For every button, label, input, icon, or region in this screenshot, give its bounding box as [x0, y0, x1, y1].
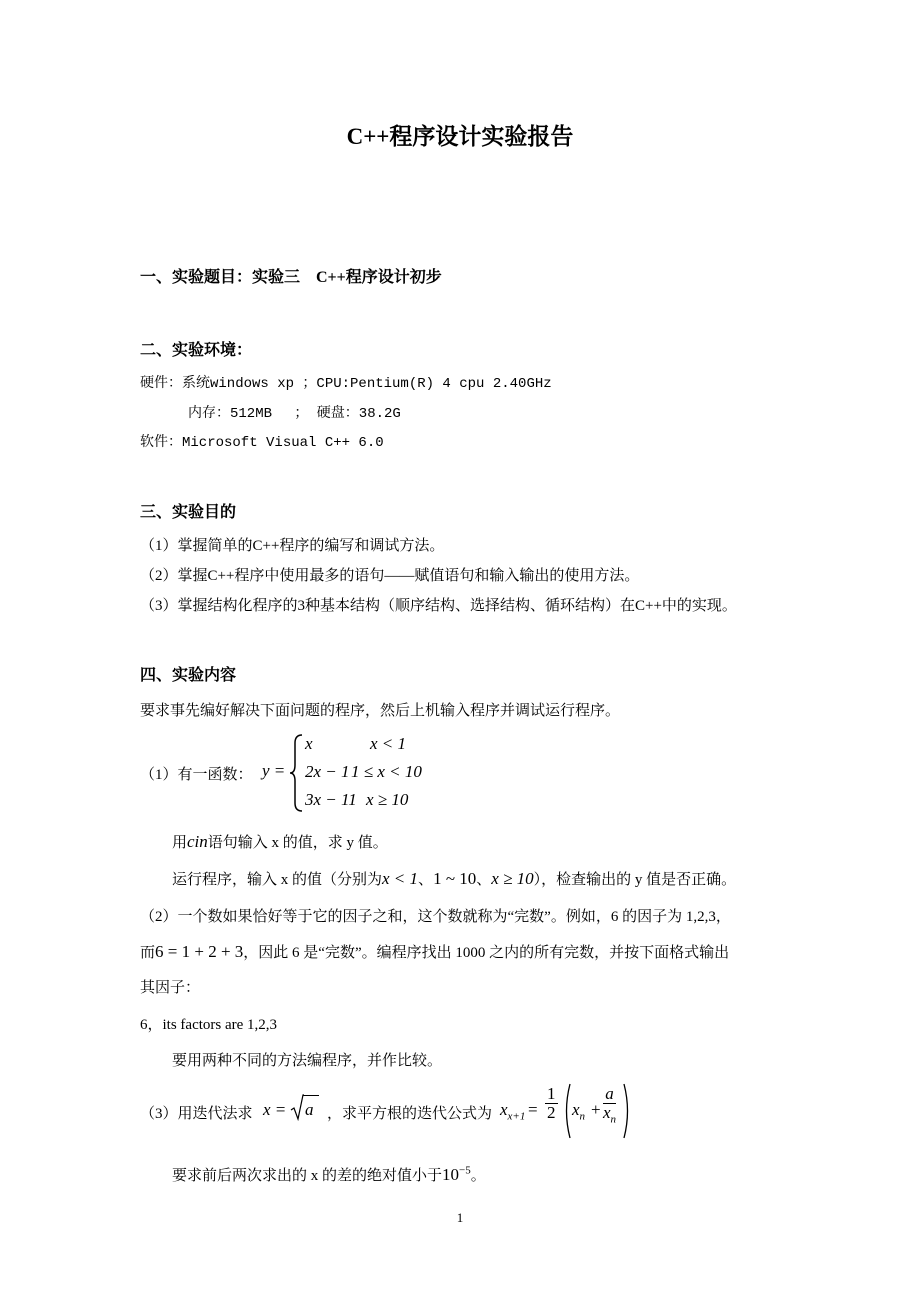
case3-expr: 3x − 11 — [305, 790, 357, 809]
a-fraction — [603, 1085, 616, 1128]
hardware-text: 硬件：系统windows xp ；CPU:Pentium(R) 4 cpu 2.40GHz — [140, 376, 552, 392]
section4-heading: 四、实验内容 — [140, 667, 237, 684]
p1-line1-b: 语句输入 x 的值，求 y 值。 — [207, 835, 388, 851]
cin-keyword: cin — [187, 832, 208, 851]
half-num: 1 — [547, 1084, 556, 1103]
right-paren-icon — [622, 1082, 632, 1140]
half-den: 2 — [547, 1103, 556, 1122]
hardware-line — [140, 372, 552, 392]
section3-heading: 三、实验目的 — [140, 504, 237, 521]
case3-cond: x ≥ 10 — [366, 790, 409, 809]
inner-term — [572, 1100, 585, 1122]
a-frac-box — [603, 1085, 616, 1128]
goal-item-2: （2）掌握C++程序中使用最多的语句——赋值语句和输入输出的使用方法。 — [140, 568, 640, 584]
problem3-mid: ，求平方根的迭代公式为 — [327, 1106, 493, 1122]
function-lhs: y = — [262, 761, 286, 780]
problem2-line3: 其因子： — [140, 980, 201, 996]
a-den-sub: n — [610, 1113, 617, 1126]
case1-expr: x — [305, 734, 313, 753]
inner-x: x — [572, 1100, 580, 1119]
problem2-example: 6，its factors are 1,2,3 — [140, 1017, 278, 1033]
p2-line2-a: 而 — [140, 945, 156, 961]
a-den — [603, 1104, 616, 1128]
section1-heading: 一、实验题目：实验三 C++程序设计初步 — [140, 269, 442, 286]
p3-line2-a: 要求前后两次求出的 x 的差的绝对值小于 — [172, 1168, 443, 1184]
page-number: 1 — [456, 1210, 464, 1225]
p2-math: 6 = 1 + 2 + 3 — [155, 942, 244, 961]
formula-lhs-x: x — [500, 1100, 508, 1119]
p3-power-exp: −5 — [459, 1164, 471, 1177]
p1-line1-a: 用 — [172, 835, 188, 851]
content-intro: 要求事先编好解决下面问题的程序，然后上机输入程序并调试运行程序。 — [140, 703, 621, 719]
memory-text: 内存：512MB ； 硬盘：38.2G — [188, 406, 401, 422]
half-fraction — [545, 1085, 561, 1122]
problem2-line1: （2）一个数如果恰好等于它的因子之和，这个数就称为“完数”。例如，6 的因子为 1,2,3， — [140, 909, 731, 925]
p1-math-1: x < 1 — [382, 869, 419, 888]
half-frac-box — [545, 1085, 558, 1122]
p3-power-base: 10 — [442, 1165, 460, 1184]
a-den-x: x — [603, 1103, 611, 1122]
problem2-line4: 要用两种不同的方法编程序，并作比较。 — [172, 1053, 443, 1069]
case1-cond: x < 1 — [370, 734, 407, 753]
goal-item-3: （3）掌握结构化程序的3种基本结构（顺序结构、选择结构、循环结构）在C++中的实现。 — [140, 598, 737, 614]
a-num: a — [603, 1085, 616, 1104]
p1-math-2: 1 ~ 10 — [433, 869, 477, 888]
formula-eq: = — [528, 1100, 538, 1119]
inner-sub: n — [579, 1110, 586, 1123]
sqrt-lhs: x = — [263, 1100, 287, 1119]
left-brace — [289, 733, 305, 813]
page-title: C++程序设计实验报告 — [346, 124, 574, 149]
formula-lhs — [500, 1100, 525, 1122]
sqrt-bar — [303, 1095, 319, 1096]
inner-plus: + — [591, 1100, 601, 1119]
p1-sep-1: 、 — [418, 872, 434, 888]
formula-lhs-sub: x+1 — [507, 1110, 526, 1123]
left-paren-icon — [562, 1082, 572, 1140]
p3-power — [442, 1165, 471, 1184]
software-text: 软件：Microsoft Visual C++ 6.0 — [140, 435, 384, 451]
case2-cond: 1 ≤ x < 10 — [351, 762, 422, 781]
p2-line2-b: ，因此 6 是“完数”。编程序找出 1000 之内的所有完数，并按下面格式输出 — [243, 945, 730, 961]
sqrt-sign-icon — [290, 1093, 304, 1121]
p1-sep-2: 、 — [476, 872, 492, 888]
problem1-label: （1）有一函数： — [140, 767, 253, 783]
p1-math-3: x ≥ 10 — [491, 869, 534, 888]
goal-item-1: （1）掌握简单的C++程序的编写和调试方法。 — [140, 538, 445, 554]
problem3-line2 — [172, 1164, 486, 1185]
problem3-label: （3）用迭代法求 — [140, 1106, 253, 1122]
p1-line2-a: 运行程序，输入 x 的值（分别为 — [172, 872, 383, 888]
p3-line2-b: 。 — [470, 1168, 486, 1184]
software-line — [140, 431, 384, 451]
problem1-line1 — [172, 831, 388, 852]
p1-line2-b: ），检查输出的 y 值是否正确。 — [533, 872, 737, 888]
section2-heading: 二、实验环境： — [140, 342, 253, 359]
problem2-line2 — [140, 941, 729, 962]
case2-expr: 2x − 1 — [305, 762, 350, 781]
sqrt-arg: a — [305, 1100, 314, 1119]
memory-line — [188, 402, 401, 422]
problem1-line2 — [172, 868, 736, 889]
